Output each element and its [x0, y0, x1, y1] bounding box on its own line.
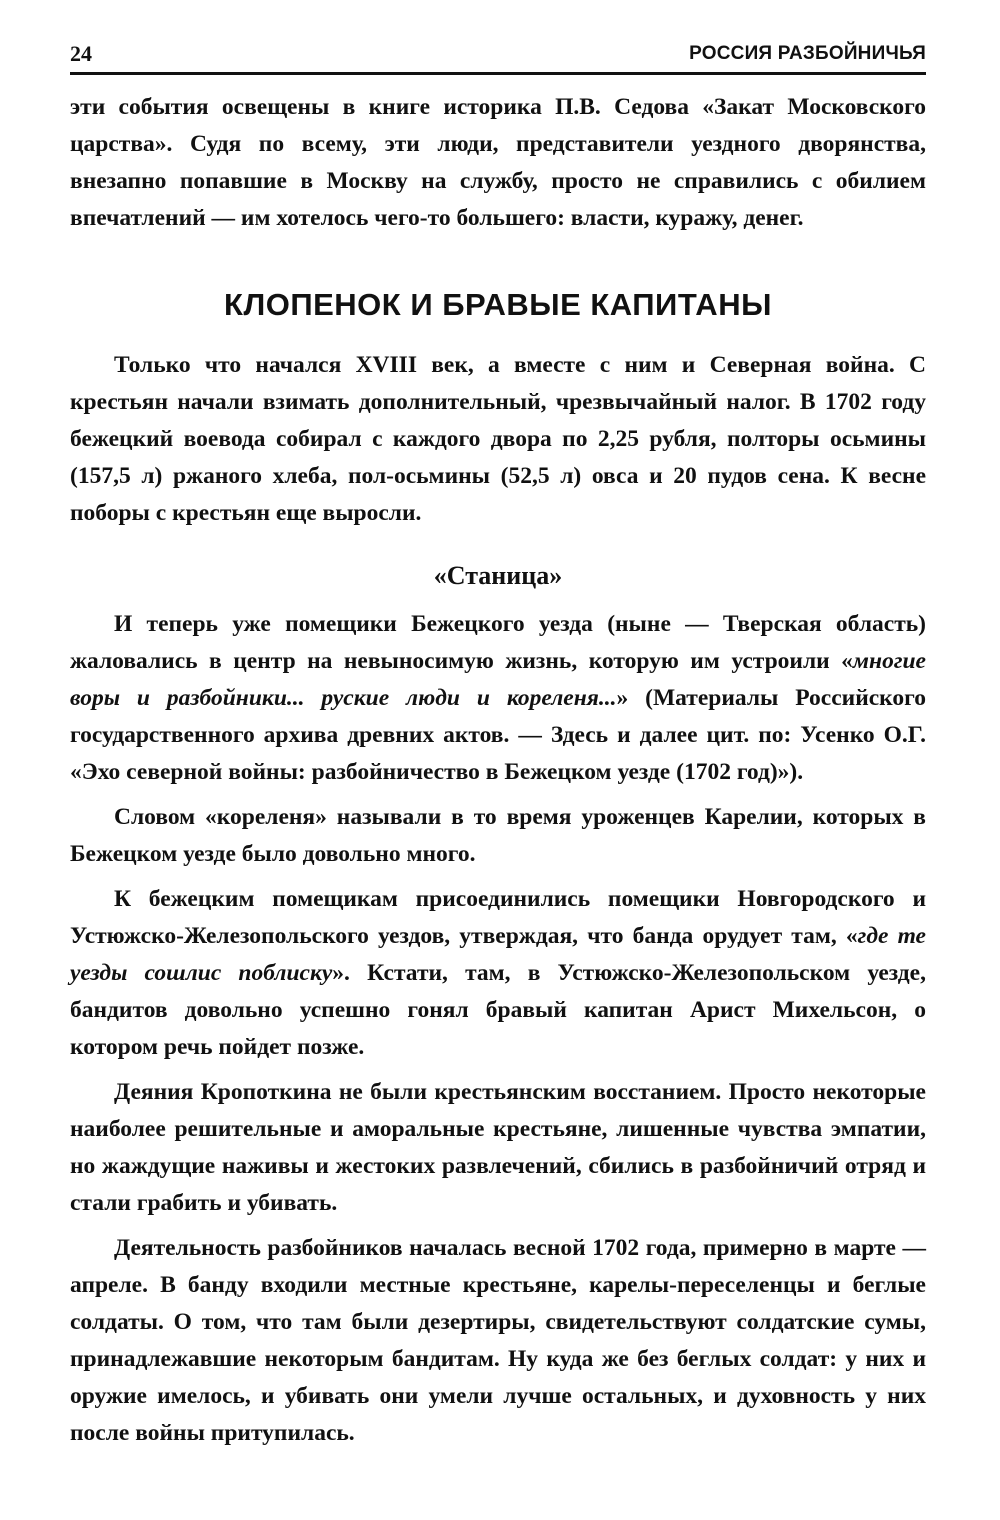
paragraph-4: Деяния Кропоткина не были крестьянским восстанием. Просто некоторые наиболее решительные и аморальные крестьяне, лишенные чувства эмпатии, но жаждущие наживы и жестоких развлечений, сбились в разбойничий отряд и стали грабить и убивать. [70, 1079, 926, 1216]
section-paragraph: Только что начался XVIII век, а вместе с ним и Северная война. С крестьян начали взимать дополнительный, чрезвычайный налог. В 1702 году бежецкий воевода собирал с каждого двора по 2,25 рубля, полторы осьмины (157,5 л) ржаного хлеба, пол-осьмины (52,5 л) овса и 20 пудов сена. К весне поборы с крестьян еще выросли. [70, 352, 926, 526]
paragraph-1-text-a: И теперь уже помещики Бежецкого уезда (ныне — Тверская область) жаловались в центр на невыносимую жизнь, которую им устроили « [70, 611, 926, 674]
paragraph-3-quote: где те уезды сошлис поблиску [70, 923, 926, 986]
intro-paragraph: эти события освещены в книге историка П.В. Седова «Закат Московского царства». Судя по всему, эти люди, представители уездного дворянства, внезапно попавшие в Москву на службу, просто не справились с обилием впечатлений — им хотелось чего-то большего: власти, куражу, денег. [70, 94, 926, 231]
paragraph-3-text-b: ». Кстати, там, в Устюжско-Железопольском уезде, бандитов довольно успешно гонял бравый капитан Арист Михельсон, о котором речь пойдет позже. [70, 960, 926, 1060]
running-title: РОССИЯ РАЗБОЙНИЧЬЯ [689, 43, 926, 64]
subsection-title: «Станица» [433, 561, 563, 590]
paragraph-5: Деятельность разбойников началась весной 1702 года, примерно в марте — апреле. В банду входили местные крестьяне, карелы-переселенцы и беглые солдаты. О том, что там были дезертиры, свидетельствуют солдатские сумы, принадлежавшие некоторым бандитам. Ну куда же без беглых солдат: у них и оружие имелось, и убивать они умели лучше остальных, и духовность у них после войны притупилась. [70, 1235, 926, 1446]
page-number: 24 [70, 41, 92, 66]
paragraph-1-text-b: » (Материалы Российского государственного архива древних актов. — Здесь и далее цит. по: Усенко О.Г. «Эхо северной войны: разбойничество в Бежецком уезде (1702 год)»). [70, 685, 926, 785]
paragraph-3-text-a: К бежецким помещикам присоединились помещики Новгородского и Устюжско-Железопольского уездов, утверждая, что банда орудует там, « [70, 886, 926, 949]
paragraph-2: Словом «кореленя» называли в то время уроженцев Карелии, которых в Бежецком уезде было довольно много. [70, 804, 926, 867]
paragraph-1 [70, 606, 926, 791]
section-title: КЛОПЕНОК И БРАВЫЕ КАПИТАНЫ [224, 287, 772, 322]
paragraph-3 [70, 881, 926, 1066]
book-page [70, 40, 926, 1452]
paragraph-1-quote: многие воры и разбойники... руские люди и кореленя... [70, 648, 926, 711]
running-head [70, 40, 926, 75]
